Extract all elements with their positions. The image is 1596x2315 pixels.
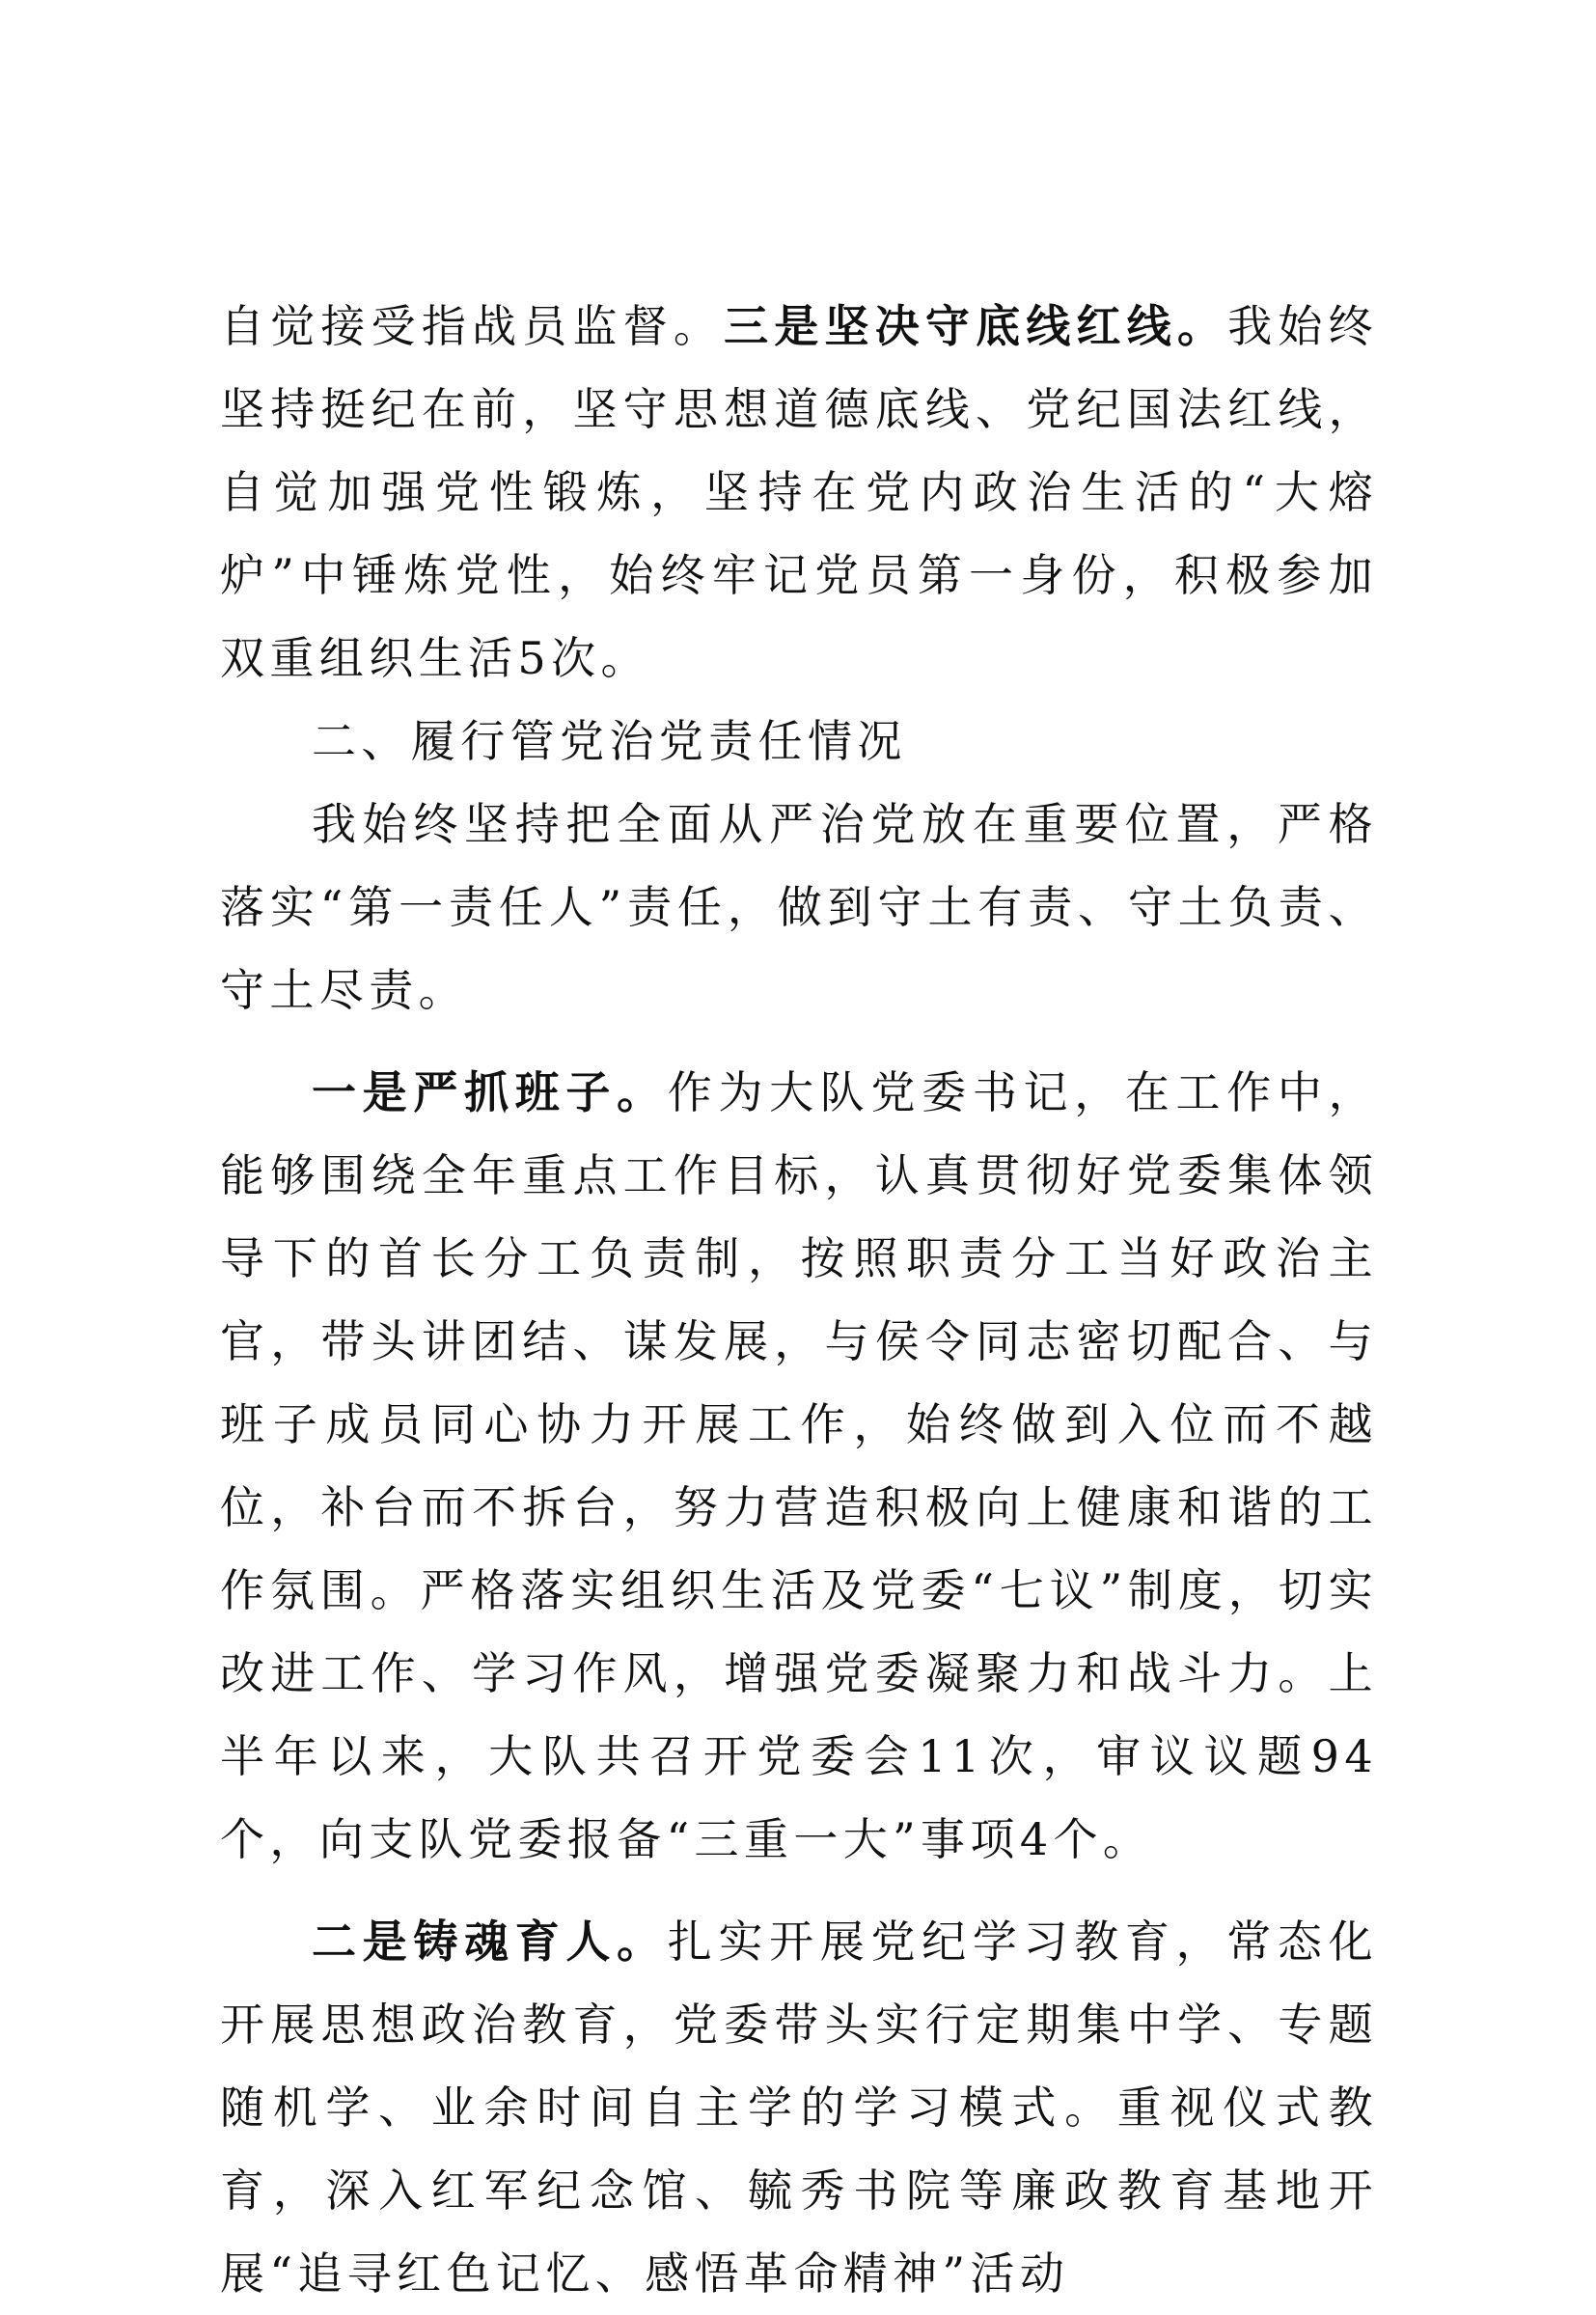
document-body [220,285,1378,2315]
bold-lead-bottom-line: 三是坚决守底线红线。 [724,300,1228,352]
paragraph-leadership-team [220,1051,1378,1881]
paragraph-responsibility: 我始终坚持把全面从严治党放在重要位置，严格落实“第一责任人”责任，做到守土有责、守土负责、守土尽责。 [220,798,1378,1016]
bold-lead-team: 一是严抓班子。 [312,1066,668,1118]
paragraph-supervision [220,285,1378,700]
paragraph-education [220,1900,1378,2315]
paragraph-text: 扎实开展党纪学习教育，常态化开展思想政治教育，党委带头实行定期集中学、专题随机学、业余时间自主学的学习模式。重视仪式教育，深入红军纪念馆、毓秀书院等廉政教育基地开展“追寻红色记忆、感悟革命精神”活动 [220,1915,1378,2300]
paragraph-text: 自觉接受指战员监督。 [220,300,725,352]
section-heading-2: 二、履行管党治党责任情况 [312,715,907,767]
bold-lead-education: 二是铸魂育人。 [312,1915,668,1968]
paragraph-text: 作为大队党委书记，在工作中，能够围绕全年重点工作目标，认真贯彻好党委集体领导下的首长分工负责制，按照职责分工当好政治主官，带头讲团结、谋发展，与侯令同志密切配合、与班子成员同心协力开展工作，始终做到入位而不越位，补台而不拆台，努力营造积极向上健康和谐的工作氛围。严格落实组织生活及党委“七议”制度，切实改进工作、学习作风，增强党委凝聚力和战斗力。上半年以来，大队共召开党委会11次，审议议题94个，向支队党委报备“三重一大”事项4个。 [220,1066,1378,1865]
paragraph-text: 我始终坚持挺纪在前，坚守思想道德底线、党纪国法红线，自觉加强党性锻炼，坚持在党内政治生活的“大熔炉”中锤炼党性，始终牢记党员第一身份，积极参加双重组织生活5次。 [220,300,1379,684]
